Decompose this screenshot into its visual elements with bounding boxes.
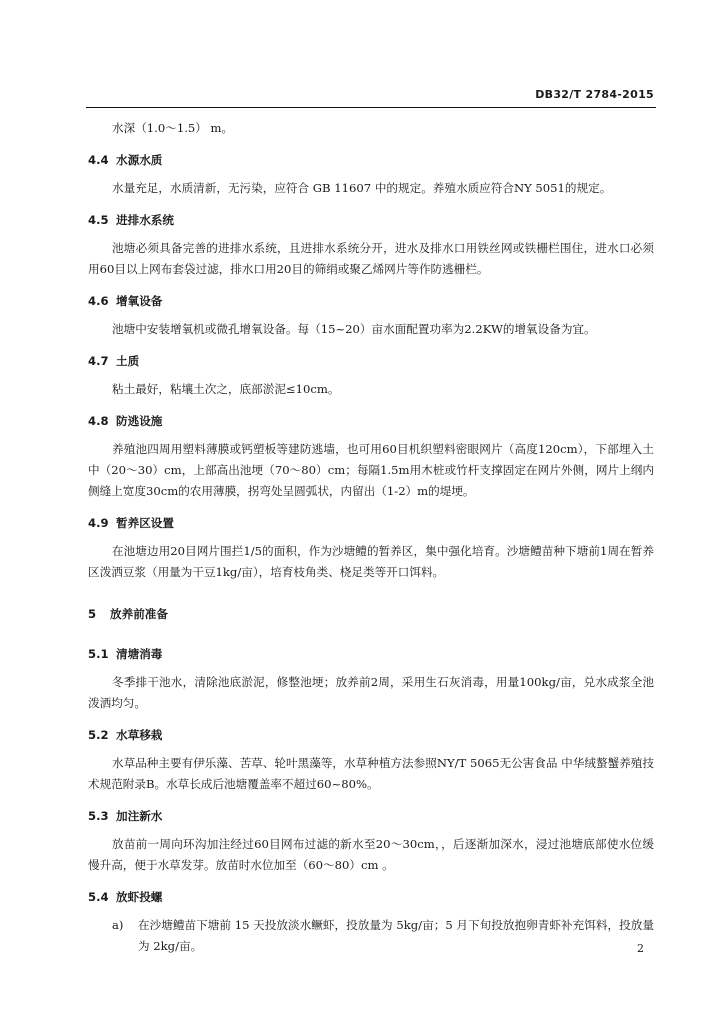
section-title: 防逃设施 — [116, 414, 163, 428]
section-title: 土质 — [116, 354, 140, 368]
chapter-number: 5 — [88, 607, 97, 621]
section-number: 4.7 — [88, 354, 109, 368]
section-heading-4-4 — [88, 151, 654, 169]
paragraph-5-2: 水草品种主要有伊乐藻、苦草、轮叶黑藻等，水草种植方法参照NY/T 5065无公害食品 中华绒螯蟹养殖技术规范附录B。水草长成后池塘覆盖率不超过60~80%。 — [88, 756, 654, 791]
paragraph-5-3: 放苗前一周向环沟加注经过60目网布过滤的新水至20～30cm，，后逐渐加深水，浸过池塘底部使水位缓慢升高，便于水草发芽。放苗时水位加至（60～80）cm 。 — [88, 837, 654, 872]
page-number: 2 — [637, 942, 644, 955]
document-code: DB32/T 2784-2015 — [535, 88, 654, 101]
chapter-heading-5 — [88, 605, 654, 623]
list-item — [88, 915, 654, 957]
list-item-text: 在沙塘鳢苗下塘前 15 天投放淡水鳜虾，投放量为 5kg/亩；5 月下旬投放抱卵青虾补充饵料，投放量为 2kg/亩。 — [138, 918, 654, 953]
header-rule — [86, 107, 656, 108]
paragraph-4-6: 池塘中安装增氧机或微孔增氧设备。每（15~20）亩水面配置功率为2.2KW的增氧设备为宜。 — [112, 322, 596, 336]
document-body — [88, 118, 654, 957]
section-heading-4-6 — [88, 292, 654, 310]
section-number: 4.9 — [88, 516, 109, 530]
paragraph-water-depth: 水深（1.0～1.5） m。 — [112, 121, 234, 135]
paragraph-4-5: 池塘必须具备完善的进排水系统，且进排水系统分开，进水及排水口用铁丝网或铁栅栏围住，进水口必须用60目以上网布套袋过滤，排水口用20目的筛绢或聚乙烯网片等作防逃栅栏。 — [88, 241, 654, 276]
section-heading-4-8 — [88, 412, 654, 430]
section-title: 水草移栽 — [116, 728, 163, 742]
section-heading-5-4 — [88, 888, 654, 906]
paragraph-4-9: 在池塘边用20目网片围拦1/5的面积，作为沙塘鳢的暂养区，集中强化培育。沙塘鳢苗种下塘前1周在暂养区泼洒豆浆（用量为干豆1kg/亩），培育枝角类、桡足类等开口饵料。 — [88, 544, 654, 579]
section-number: 5.1 — [88, 647, 109, 661]
section-number: 4.5 — [88, 213, 109, 227]
section-heading-4-5 — [88, 211, 654, 229]
section-title: 水源水质 — [116, 153, 163, 167]
section-heading-5-3 — [88, 807, 654, 825]
paragraph-4-7: 粘土最好，粘壤土次之，底部淤泥≤10cm。 — [112, 382, 340, 396]
list-item-marker: a) — [112, 918, 124, 932]
section-number: 4.6 — [88, 294, 109, 308]
paragraph-5-1: 冬季排干池水，清除池底淤泥，修整池埂；放养前2周，采用生石灰消毒，用量100kg/亩，兑水成浆全池泼洒均匀。 — [88, 675, 654, 710]
section-number: 4.8 — [88, 414, 109, 428]
section-title: 清塘消毒 — [116, 647, 163, 661]
paragraph-4-4: 水量充足，水质清新，无污染，应符合 GB 11607 中的规定。养殖水质应符合NY 5051的规定。 — [112, 181, 612, 195]
section-title: 放虾投螺 — [116, 890, 163, 904]
section-title: 暂养区设置 — [116, 516, 174, 530]
section-number: 5.2 — [88, 728, 109, 742]
section-heading-5-2 — [88, 726, 654, 744]
section-title: 增氧设备 — [116, 294, 163, 308]
section-title: 进排水系统 — [116, 213, 174, 227]
section-number: 4.4 — [88, 153, 109, 167]
section-heading-5-1 — [88, 645, 654, 663]
section-title: 加注新水 — [116, 809, 163, 823]
section-heading-4-9 — [88, 514, 654, 532]
section-number: 5.3 — [88, 809, 109, 823]
section-heading-4-7 — [88, 352, 654, 370]
chapter-title: 放养前准备 — [110, 607, 168, 621]
paragraph-4-8: 养殖池四周用塑料薄膜或钙塑板等建防逃墙，也可用60目机织塑料密眼网片（高度120cm），下部埋入土中（20～30）cm，上部高出池埂（70～80）cm；每隔1.5m用木桩或竹杆支撑固定在网片外侧，网片上纲内侧缝上宽度30cm的农用薄膜，拐弯处呈圆弧状，内留出（1-2）m的堤埂。 — [88, 442, 654, 498]
section-number: 5.4 — [88, 890, 109, 904]
